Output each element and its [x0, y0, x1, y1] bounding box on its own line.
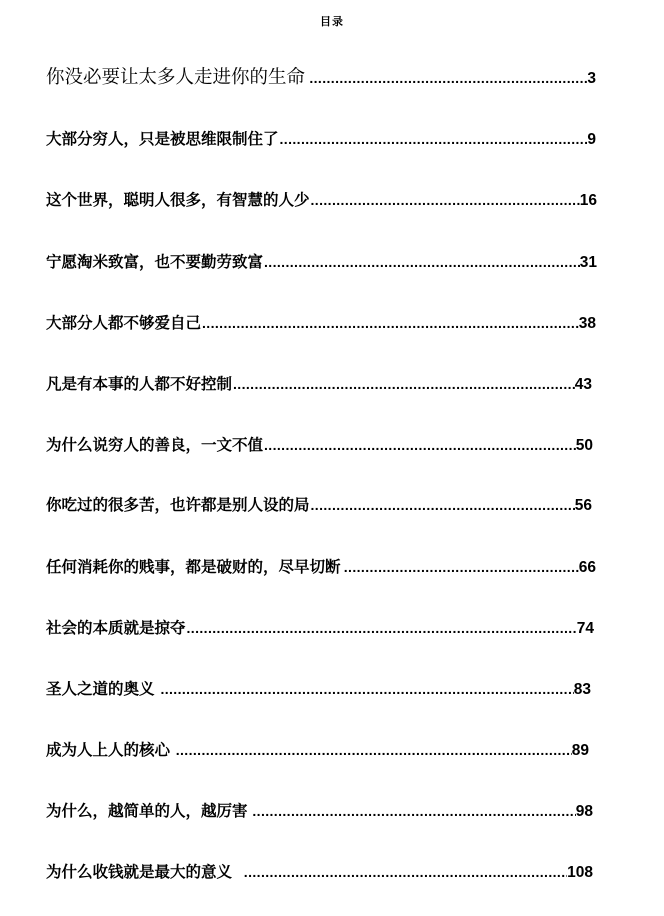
toc-entry-title: 宁愿淘米致富，也不要勤劳致富 — [46, 253, 264, 271]
toc-entry-page: 9 — [587, 131, 596, 148]
toc-entry[interactable] — [46, 557, 596, 578]
toc-entry-title: 你吃过的很多苦，也许都是别人设的局 — [46, 496, 310, 514]
toc-entry-page: 50 — [575, 437, 593, 454]
toc-entry[interactable] — [46, 618, 594, 639]
toc-entry[interactable] — [46, 435, 593, 456]
toc-entry-leader — [311, 495, 575, 515]
toc-entry-page: 89 — [571, 742, 589, 759]
toc-entry-page: 98 — [575, 803, 593, 820]
toc-entry-leader — [264, 252, 580, 272]
toc-entry[interactable] — [46, 862, 593, 883]
toc-entry-title: 这个世界，聪明人很多，有智慧的人少 — [46, 191, 310, 209]
toc-entry[interactable] — [46, 374, 592, 395]
toc-heading: 目录 — [320, 15, 344, 28]
toc-entry[interactable] — [46, 68, 596, 89]
toc-entry-leader — [187, 618, 577, 638]
toc-entry-title: 任何消耗你的贱事，都是破财的，尽早切断 — [46, 558, 341, 576]
toc-entry-title: 成为人上人的核心 — [46, 741, 171, 759]
toc-entry-page: 74 — [576, 620, 594, 637]
toc-entry-title: 圣人之道的奥义 — [46, 680, 155, 698]
toc-entry-title: 凡是有本事的人都不好控制 — [46, 375, 233, 393]
toc-entry-leader — [176, 740, 572, 760]
toc-entry-leader — [252, 801, 575, 821]
toc-entry[interactable] — [46, 252, 597, 273]
toc-entry-title: 大部分穷人，只是被思维限制住了 — [46, 130, 279, 148]
toc-entry-leader — [233, 374, 575, 394]
toc-entry-page: 83 — [573, 681, 591, 698]
toc-entry[interactable] — [46, 129, 596, 150]
toc-entry-title: 大部分人都不够爱自己 — [46, 314, 202, 332]
toc-entry-page: 108 — [567, 864, 593, 881]
toc-entry-page: 31 — [579, 254, 597, 271]
toc-entry-page: 56 — [574, 497, 592, 514]
toc-entry[interactable] — [46, 801, 593, 822]
toc-entry-leader — [202, 313, 579, 333]
toc-entry-title: 社会的本质就是掠夺 — [46, 619, 186, 637]
toc-entry-title: 为什么说穷人的善良，一文不值 — [46, 436, 264, 454]
toc-entry-leader — [264, 435, 576, 455]
toc-entry-page: 16 — [579, 192, 597, 209]
toc-entry-leader — [344, 557, 579, 577]
toc-entry[interactable] — [46, 190, 597, 211]
toc-entry[interactable] — [46, 740, 589, 761]
toc-entry-leader — [311, 190, 580, 210]
toc-entry-title: 为什么收钱就是最大的意义 — [46, 863, 233, 881]
toc-entry-title: 为什么，越简单的人，越厉害 — [46, 802, 248, 820]
toc-entry[interactable] — [46, 313, 596, 334]
toc-entry-leader — [280, 129, 588, 149]
toc-entry-leader — [160, 679, 573, 699]
toc-entry-page: 38 — [578, 315, 596, 332]
toc-entry-page: 3 — [587, 70, 596, 87]
toc-entry-page: 66 — [578, 559, 596, 576]
toc-entry-leader — [309, 68, 587, 88]
toc-entry-leader — [244, 862, 567, 882]
toc-entry-title: 你没必要让太多人走进你的生命 — [46, 67, 306, 88]
toc-entry-page: 43 — [574, 376, 592, 393]
toc-entry[interactable] — [46, 495, 592, 516]
toc-entry[interactable] — [46, 679, 591, 700]
